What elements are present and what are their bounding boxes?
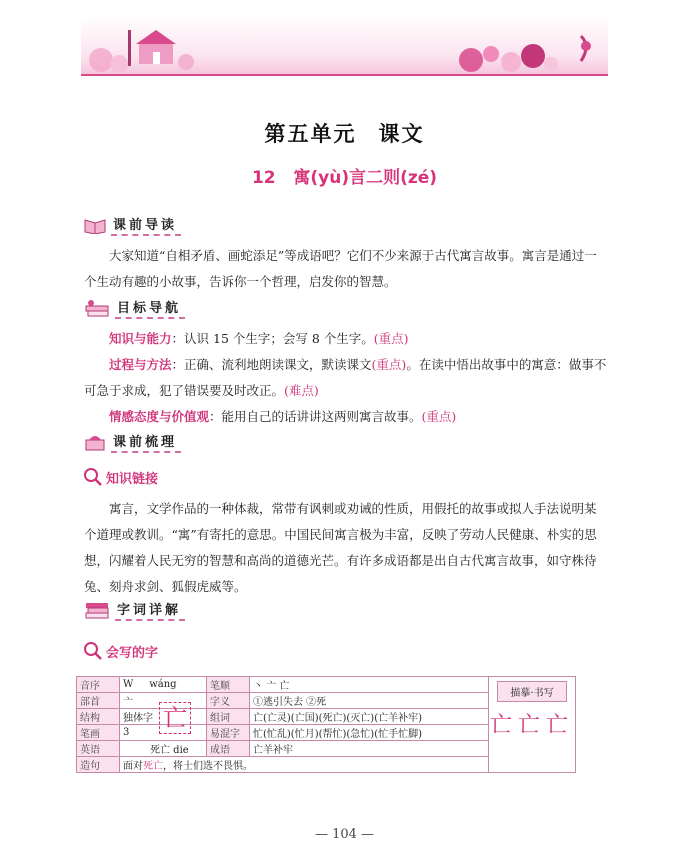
knowledge-text: 寓言，文学作品的一种体裁，常带有讽刺或劝诫的性质，用假托的故事或拟人手法说明某个道理或教训。“寓”有寄托的意思。中国民间寓言极为丰富，反映了劳动人民健康、朴实的思想，闪耀着人民无穷的智慧和高尚的道德光芒。有许多成语都是出自古代寓言故事，如守株待兔、刻舟求剑、狐假虎威等。 bbox=[84, 501, 597, 594]
lesson-title: 12 寓(yù)言二则(zé) bbox=[251, 168, 438, 188]
character-table: 音序 W wáng 笔顺 丶 亠 亡 描摹·书写 亡亡亡 部首 亠 字义 ①逃引失去 ②死 结构 独体字 组词 亡(亡灵)(亡国)(死亡)(灭亡)(亡羊补牢) 笔画 3 易混字 忙(忙乱)(忙月)(帮忙)(急忙)(忙手忙脚) 英语 死亡 die 成语 亡羊补牢 造句 面对死亡，将士们选不畏惧。 bbox=[76, 676, 576, 773]
example-sentence: 面对死亡，将士们选不畏惧。 bbox=[120, 757, 489, 773]
gift-icon bbox=[83, 432, 107, 452]
magnifier-icon bbox=[83, 641, 103, 661]
subsection-knowledge: 知识链接 bbox=[83, 467, 158, 487]
stacked-books-icon bbox=[83, 599, 111, 621]
page-number: — 104 — bbox=[314, 827, 375, 842]
section-review-heading: 课前梳理 bbox=[111, 431, 181, 453]
section-preview-heading: 课前导读 bbox=[111, 214, 181, 236]
subsection-write-chars: 会写的字 bbox=[83, 641, 158, 661]
section-goals bbox=[83, 297, 185, 319]
section-words bbox=[83, 599, 185, 621]
preview-text: 大家知道“自相矛盾、画蛇添足”等成语吧？它们不少来源于古代寓言故事。寓言是通过一个生动有趣的小故事，告诉你一个哲理，启发你的智慧。 bbox=[84, 248, 597, 289]
goal-knowledge: 知识与能力：认识 15 个生字；会写 8 个生字。(重点) bbox=[109, 331, 409, 346]
big-character: 亡 bbox=[159, 702, 191, 734]
section-review bbox=[83, 431, 181, 453]
goal-attitude: 情感态度与价值观：能用自己的话讲讲这两则寓言故事。(重点) bbox=[109, 409, 457, 424]
section-preview bbox=[83, 214, 181, 236]
trace-box: 描摹·书写 亡亡亡 bbox=[489, 677, 576, 773]
magnifier-icon bbox=[83, 467, 103, 487]
unit-title: 第五单元 课文 bbox=[264, 121, 425, 146]
books-icon bbox=[83, 298, 111, 318]
section-goals-heading: 目标导航 bbox=[115, 297, 185, 319]
trace-characters: 亡亡亡 bbox=[489, 713, 575, 738]
section-words-heading: 字词详解 bbox=[115, 599, 185, 621]
banner-illustration bbox=[81, 16, 608, 74]
header-banner bbox=[81, 16, 608, 76]
goal-process: 过程与方法：正确、流利地朗读课文，默读课文(重点)。在读中悟出故事中的寓意：做事不可急于求成，犯了错误要及时改正。(难点) bbox=[84, 357, 607, 398]
open-book-icon bbox=[83, 216, 107, 234]
